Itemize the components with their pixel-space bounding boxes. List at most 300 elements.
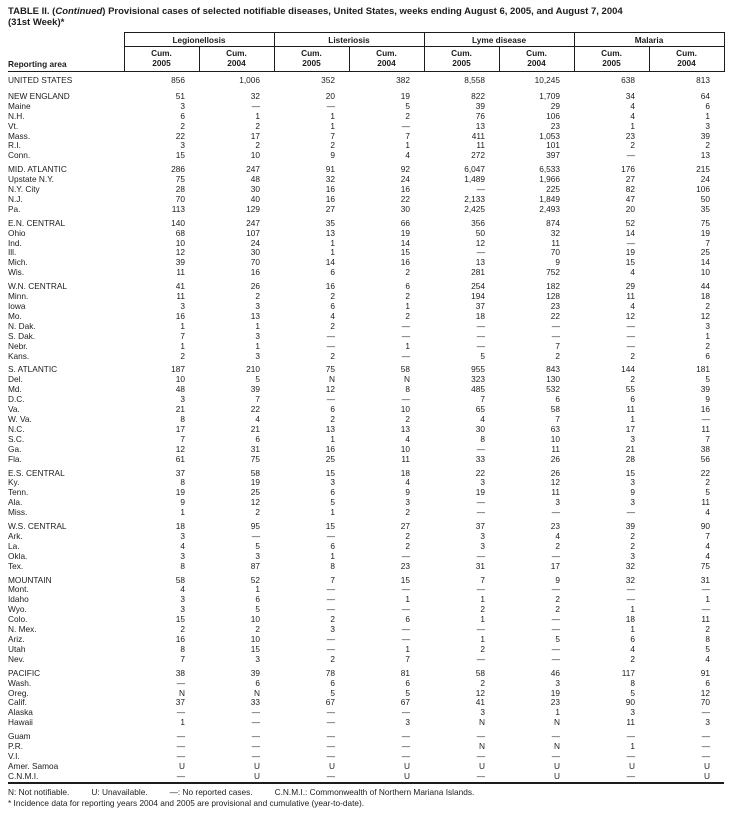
value-cell: 75 <box>250 454 260 464</box>
value-cell: 9 <box>180 498 185 508</box>
value-cell: 87 <box>250 561 260 571</box>
value-cell: — <box>176 678 185 688</box>
value-cell: — <box>626 751 636 761</box>
table-row-n-dak <box>8 322 724 332</box>
value-cell: 1 <box>255 321 260 331</box>
value-cell: — <box>176 751 185 761</box>
value-cell: 9 <box>705 395 711 405</box>
value-cell: 856 <box>171 75 185 86</box>
table-row-conn <box>8 151 724 161</box>
value-cell: — <box>701 585 711 595</box>
value-cell: 67 <box>325 698 335 708</box>
value-cell: 16 <box>175 311 185 321</box>
value-cell: — <box>476 625 486 635</box>
value-cell: 5 <box>330 688 335 698</box>
value-cell: 7 <box>480 395 486 405</box>
table-title-week: (31st Week)* <box>8 17 65 28</box>
value-cell: 752 <box>546 268 561 278</box>
reporting-area-cell: Mo. <box>8 311 22 321</box>
value-cell: 4 <box>630 268 636 278</box>
value-cell: 9 <box>555 575 561 585</box>
value-cell: 55 <box>625 385 636 395</box>
value-cell: 3 <box>255 302 260 312</box>
value-cell: — <box>476 751 486 761</box>
table-row-ark <box>8 532 724 542</box>
value-cell: — <box>251 531 260 541</box>
cum-label: Cum. <box>226 48 247 58</box>
value-cell: 19 <box>400 91 411 101</box>
value-cell: 8 <box>630 678 636 688</box>
value-cell: 2 <box>330 654 335 664</box>
value-cell: 3 <box>255 654 260 664</box>
value-cell: 101 <box>546 141 561 151</box>
value-cell: 10 <box>250 615 260 625</box>
table-row-ind <box>8 239 724 249</box>
value-cell: 21 <box>625 444 636 454</box>
value-cell: 3 <box>630 478 636 488</box>
value-cell: 1 <box>330 551 335 561</box>
value-cell: 4 <box>630 644 636 654</box>
table-row-colo <box>8 615 724 625</box>
reporting-area-cell: S.C. <box>8 434 25 444</box>
table-row-r-i <box>8 141 724 151</box>
value-cell: 5 <box>480 351 486 361</box>
value-cell: 14 <box>400 238 411 248</box>
value-cell: 4 <box>705 654 711 664</box>
value-cell: — <box>551 732 561 742</box>
value-cell: — <box>176 742 185 752</box>
value-cell: 5 <box>255 605 260 615</box>
value-cell: 19 <box>700 228 711 238</box>
table-row-tex <box>8 562 724 572</box>
value-cell: — <box>476 444 486 454</box>
value-cell: 2 <box>705 141 711 151</box>
reporting-area-cell: W. Va. <box>8 414 32 424</box>
value-cell: — <box>326 708 335 718</box>
value-cell: 3 <box>180 302 185 312</box>
value-cell: — <box>251 742 260 752</box>
value-cell: 1 <box>630 414 636 424</box>
value-cell: 8,558 <box>464 75 486 86</box>
value-cell: 2 <box>405 531 411 541</box>
value-cell: 19 <box>175 488 185 498</box>
table-row-del <box>8 375 724 385</box>
value-cell: 61 <box>175 454 185 464</box>
value-cell: U <box>179 761 185 771</box>
table-row-c-n-m-i <box>8 772 724 783</box>
value-cell: — <box>401 121 411 131</box>
value-cell: 12 <box>325 385 335 395</box>
reporting-area-cell: E.S. CENTRAL <box>8 468 65 478</box>
value-cell: 39 <box>175 258 185 268</box>
value-cell: 11 <box>626 292 636 302</box>
reporting-area-cell: Hawaii <box>8 718 33 728</box>
reporting-area-cell: Alaska <box>8 708 33 718</box>
table-row-n-mex <box>8 625 724 635</box>
value-cell: 2 <box>630 531 636 541</box>
value-cell: — <box>626 331 636 341</box>
table-row-okla <box>8 552 724 562</box>
value-cell: 90 <box>625 698 636 708</box>
value-cell: 3 <box>480 708 486 718</box>
table-row-wyo <box>8 605 724 615</box>
value-cell: N <box>479 742 486 752</box>
value-cell: — <box>326 771 335 781</box>
table-body <box>8 72 724 783</box>
value-cell: 247 <box>246 218 260 228</box>
value-cell: 19 <box>400 228 411 238</box>
value-cell: 75 <box>700 218 711 228</box>
table-row-mo <box>8 312 724 322</box>
value-cell: 356 <box>471 218 486 228</box>
value-cell: 2,493 <box>539 204 561 214</box>
value-cell: 33 <box>475 454 486 464</box>
value-cell: 23 <box>550 522 561 532</box>
reporting-area-cell: W.N. CENTRAL <box>8 282 68 292</box>
value-cell: 3 <box>705 121 711 131</box>
value-cell: — <box>251 101 260 111</box>
table-row-va <box>8 405 724 415</box>
value-cell: — <box>551 654 561 664</box>
table-row-amer-samoa <box>8 762 724 772</box>
table-row-mich <box>8 258 724 268</box>
value-cell: — <box>476 321 486 331</box>
value-cell: — <box>401 321 411 331</box>
value-cell: 3 <box>330 625 335 635</box>
value-cell: 12 <box>175 248 185 258</box>
value-cell: 25 <box>250 488 260 498</box>
value-cell: — <box>326 635 335 645</box>
value-cell: 19 <box>475 488 486 498</box>
value-cell: — <box>326 732 335 742</box>
value-cell: 8 <box>180 561 185 571</box>
table-title-text: ) Provisional cases of selected notifiable diseases, United States, weeks ending August 6, 2005, and August 7, 2004 <box>102 6 623 17</box>
value-cell: 3 <box>555 498 561 508</box>
value-cell: 4 <box>330 311 335 321</box>
value-cell: 11 <box>176 292 185 302</box>
table-row-wis <box>8 268 724 278</box>
table-row-d-c <box>8 395 724 405</box>
value-cell: — <box>251 732 260 742</box>
value-cell: 1 <box>480 595 486 605</box>
value-cell: 182 <box>546 282 561 292</box>
value-cell: 4 <box>405 478 411 488</box>
value-cell: 107 <box>246 228 260 238</box>
value-cell: 16 <box>325 282 335 292</box>
reporting-area-cell: Minn. <box>8 292 29 302</box>
value-cell: 4 <box>480 414 486 424</box>
value-cell: — <box>401 605 411 615</box>
value-cell: 75 <box>700 561 711 571</box>
value-cell: U <box>704 761 711 771</box>
value-cell: 7 <box>480 575 486 585</box>
reporting-area-cell: Tenn. <box>8 488 29 498</box>
value-cell: — <box>701 414 711 424</box>
value-cell: 7 <box>330 131 335 141</box>
value-cell: 51 <box>175 91 185 101</box>
value-cell: 12 <box>625 311 636 321</box>
reporting-area-cell: Guam <box>8 732 31 742</box>
value-cell: 16 <box>325 194 335 204</box>
value-cell: 68 <box>175 228 185 238</box>
value-cell: 1 <box>405 341 411 351</box>
value-cell: 4 <box>630 302 636 312</box>
value-cell: 2 <box>255 141 260 151</box>
value-cell: 247 <box>246 165 260 175</box>
value-cell: 5 <box>255 541 260 551</box>
year-label: 2005 <box>602 57 621 68</box>
reporting-area-label: Reporting area <box>8 47 124 72</box>
value-cell: 7 <box>705 238 711 248</box>
value-cell: 215 <box>696 165 711 175</box>
value-cell: 18 <box>175 522 185 532</box>
year-label: 2004 <box>377 57 396 68</box>
value-cell: U <box>554 771 561 781</box>
value-cell: 1,709 <box>539 91 561 101</box>
value-cell: 6 <box>630 635 636 645</box>
value-cell: 2 <box>255 508 260 518</box>
value-cell: 1 <box>405 595 411 605</box>
reporting-area-cell: Ohio <box>8 228 26 238</box>
value-cell: 13 <box>400 424 411 434</box>
value-cell: 26 <box>250 282 260 292</box>
value-cell: U <box>329 761 335 771</box>
reporting-area-cell: UNITED STATES <box>8 75 73 86</box>
value-cell: 34 <box>625 91 636 101</box>
value-cell: 18 <box>475 311 486 321</box>
value-cell: 7 <box>555 341 561 351</box>
value-cell: 15 <box>400 575 411 585</box>
reporting-area-cell: Md. <box>8 385 22 395</box>
value-cell: 6 <box>630 395 636 405</box>
table-row-n-c <box>8 425 724 435</box>
value-cell: — <box>176 732 185 742</box>
value-cell: 117 <box>621 668 636 678</box>
value-cell: — <box>551 644 561 654</box>
value-cell: 2,133 <box>464 194 486 204</box>
value-cell: 187 <box>171 365 185 375</box>
value-cell: 50 <box>475 228 486 238</box>
year-label: 2004 <box>677 57 696 68</box>
value-cell: 95 <box>250 522 260 532</box>
value-cell: 67 <box>400 698 411 708</box>
value-cell: 41 <box>175 282 185 292</box>
value-cell: 1,006 <box>239 75 260 86</box>
value-cell: — <box>326 595 335 605</box>
value-cell: 16 <box>325 444 335 454</box>
value-cell: 1,489 <box>464 175 486 185</box>
value-cell: 2 <box>555 605 561 615</box>
value-cell: — <box>476 654 486 664</box>
footnote-legend <box>8 787 724 797</box>
value-cell: 32 <box>325 175 335 185</box>
value-cell: 3 <box>555 678 561 688</box>
value-cell: 2 <box>480 605 486 615</box>
reporting-area-cell: Ark. <box>8 531 23 541</box>
value-cell: 70 <box>250 258 260 268</box>
value-cell: 11 <box>701 615 711 625</box>
value-cell: 352 <box>321 75 335 86</box>
value-cell: 12 <box>700 311 711 321</box>
value-cell: 14 <box>325 258 335 268</box>
value-cell: 411 <box>471 131 486 141</box>
reporting-area-cell: Mich. <box>8 258 28 268</box>
value-cell: 22 <box>700 468 711 478</box>
value-cell: 39 <box>475 101 486 111</box>
value-cell: 1 <box>705 595 711 605</box>
year-label: 2005 <box>152 57 171 68</box>
reporting-area-cell: Pa. <box>8 204 21 214</box>
value-cell: 2 <box>705 625 711 635</box>
value-cell: 2 <box>405 414 411 424</box>
table-title-prefix: TABLE II. ( <box>8 6 56 17</box>
value-cell: 2 <box>330 321 335 331</box>
value-cell: 1,966 <box>539 175 561 185</box>
value-cell: — <box>251 751 260 761</box>
value-cell: 6 <box>330 302 335 312</box>
value-cell: 2 <box>330 292 335 302</box>
reporting-area-cell: Okla. <box>8 551 28 561</box>
year-label: 2005 <box>302 57 321 68</box>
value-cell: — <box>326 101 335 111</box>
table-row-kans <box>8 352 724 362</box>
value-cell: 7 <box>180 331 185 341</box>
value-cell: 2 <box>555 541 561 551</box>
table-row-fla <box>8 455 724 465</box>
value-cell: 6 <box>705 678 711 688</box>
value-cell: 37 <box>175 698 185 708</box>
value-cell: 9 <box>555 258 561 268</box>
value-cell: 24 <box>700 175 711 185</box>
value-cell: 6 <box>705 101 711 111</box>
value-cell: — <box>326 644 335 654</box>
table-row-vt <box>8 122 724 132</box>
value-cell: — <box>626 508 636 518</box>
value-cell: U <box>629 761 636 771</box>
value-cell: 5 <box>555 635 561 645</box>
column-group-malaria: Malaria <box>574 33 724 47</box>
value-cell: — <box>476 771 486 781</box>
value-cell: 16 <box>250 268 260 278</box>
reporting-area-cell: N.C. <box>8 424 25 434</box>
value-cell: U <box>479 761 486 771</box>
value-cell: — <box>476 585 486 595</box>
value-cell: 7 <box>255 395 260 405</box>
value-cell: 28 <box>625 454 636 464</box>
value-cell: 2 <box>330 615 335 625</box>
value-cell: N <box>404 375 411 385</box>
value-cell: — <box>326 742 335 752</box>
value-cell: 27 <box>625 175 636 185</box>
value-cell: 25 <box>700 248 711 258</box>
value-cell: — <box>476 331 486 341</box>
value-cell: 16 <box>400 258 411 268</box>
value-cell: 5 <box>255 375 260 385</box>
footnote-legend-item: U: Unavailable. <box>91 786 148 797</box>
value-cell: — <box>626 585 636 595</box>
value-cell: 46 <box>550 668 561 678</box>
reporting-area-cell: MOUNTAIN <box>8 575 52 585</box>
value-cell: 27 <box>400 522 411 532</box>
value-cell: 9 <box>330 151 335 161</box>
value-cell: 11 <box>551 488 561 498</box>
value-cell: — <box>401 742 411 752</box>
reporting-area-cell: Tex. <box>8 561 24 571</box>
value-cell: 17 <box>625 424 636 434</box>
header-corner <box>8 33 124 47</box>
value-cell: 3 <box>330 478 335 488</box>
value-cell: 21 <box>175 405 185 415</box>
value-cell: 56 <box>700 454 711 464</box>
value-cell: 1 <box>630 605 636 615</box>
table-row-calif <box>8 698 724 708</box>
value-cell: — <box>476 732 486 742</box>
value-cell: — <box>551 751 561 761</box>
value-cell: 8 <box>330 561 335 571</box>
value-cell: 4 <box>405 151 411 161</box>
table-row-wash <box>8 679 724 689</box>
value-cell: 31 <box>250 444 260 454</box>
value-cell: U <box>404 761 411 771</box>
reporting-area-cell: Ala. <box>8 498 23 508</box>
value-cell: 10 <box>175 375 185 385</box>
value-cell: 30 <box>475 424 486 434</box>
value-cell: 1 <box>255 341 260 351</box>
table-head <box>8 33 724 72</box>
value-cell: 6 <box>330 678 335 688</box>
value-cell: 28 <box>175 185 185 195</box>
value-cell: 7 <box>405 654 411 664</box>
table-row-w-va <box>8 415 724 425</box>
value-cell: 3 <box>705 321 711 331</box>
reporting-area-cell: N.J. <box>8 194 23 204</box>
value-cell: 31 <box>700 575 711 585</box>
value-cell: — <box>476 508 486 518</box>
value-cell: 1 <box>480 635 486 645</box>
value-cell: 13 <box>325 228 335 238</box>
value-cell: 2 <box>630 141 636 151</box>
value-cell: U <box>254 761 260 771</box>
table-row-ky <box>8 478 724 488</box>
year-label: 2004 <box>527 57 546 68</box>
value-cell: 37 <box>175 468 185 478</box>
value-cell: 52 <box>250 575 260 585</box>
value-cell: — <box>626 732 636 742</box>
reporting-area-cell: P.R. <box>8 742 24 752</box>
value-cell: 50 <box>700 194 711 204</box>
value-cell: 2 <box>405 508 411 518</box>
value-cell: 3 <box>180 595 185 605</box>
column-subheader-listeriosis-2004 <box>349 47 424 72</box>
reporting-area-cell: Upstate N.Y. <box>8 175 54 185</box>
value-cell: — <box>401 351 411 361</box>
value-cell: 48 <box>175 385 185 395</box>
value-cell: 16 <box>400 185 411 195</box>
value-cell: — <box>401 395 411 405</box>
column-subheader-lyme-disease-2004 <box>499 47 574 72</box>
column-group-listeriosis: Listeriosis <box>274 33 424 47</box>
value-cell: 2 <box>555 351 561 361</box>
value-cell: 10,245 <box>534 75 561 86</box>
value-cell: 22 <box>250 405 260 415</box>
value-cell: 40 <box>250 194 260 204</box>
table-row-maine <box>8 102 724 112</box>
value-cell: — <box>701 605 711 615</box>
footnote-legend-item: —: No reported cases. <box>169 786 253 797</box>
value-cell: 3 <box>255 551 260 561</box>
value-cell: 1 <box>180 321 185 331</box>
reporting-area-cell: Maine <box>8 101 31 111</box>
